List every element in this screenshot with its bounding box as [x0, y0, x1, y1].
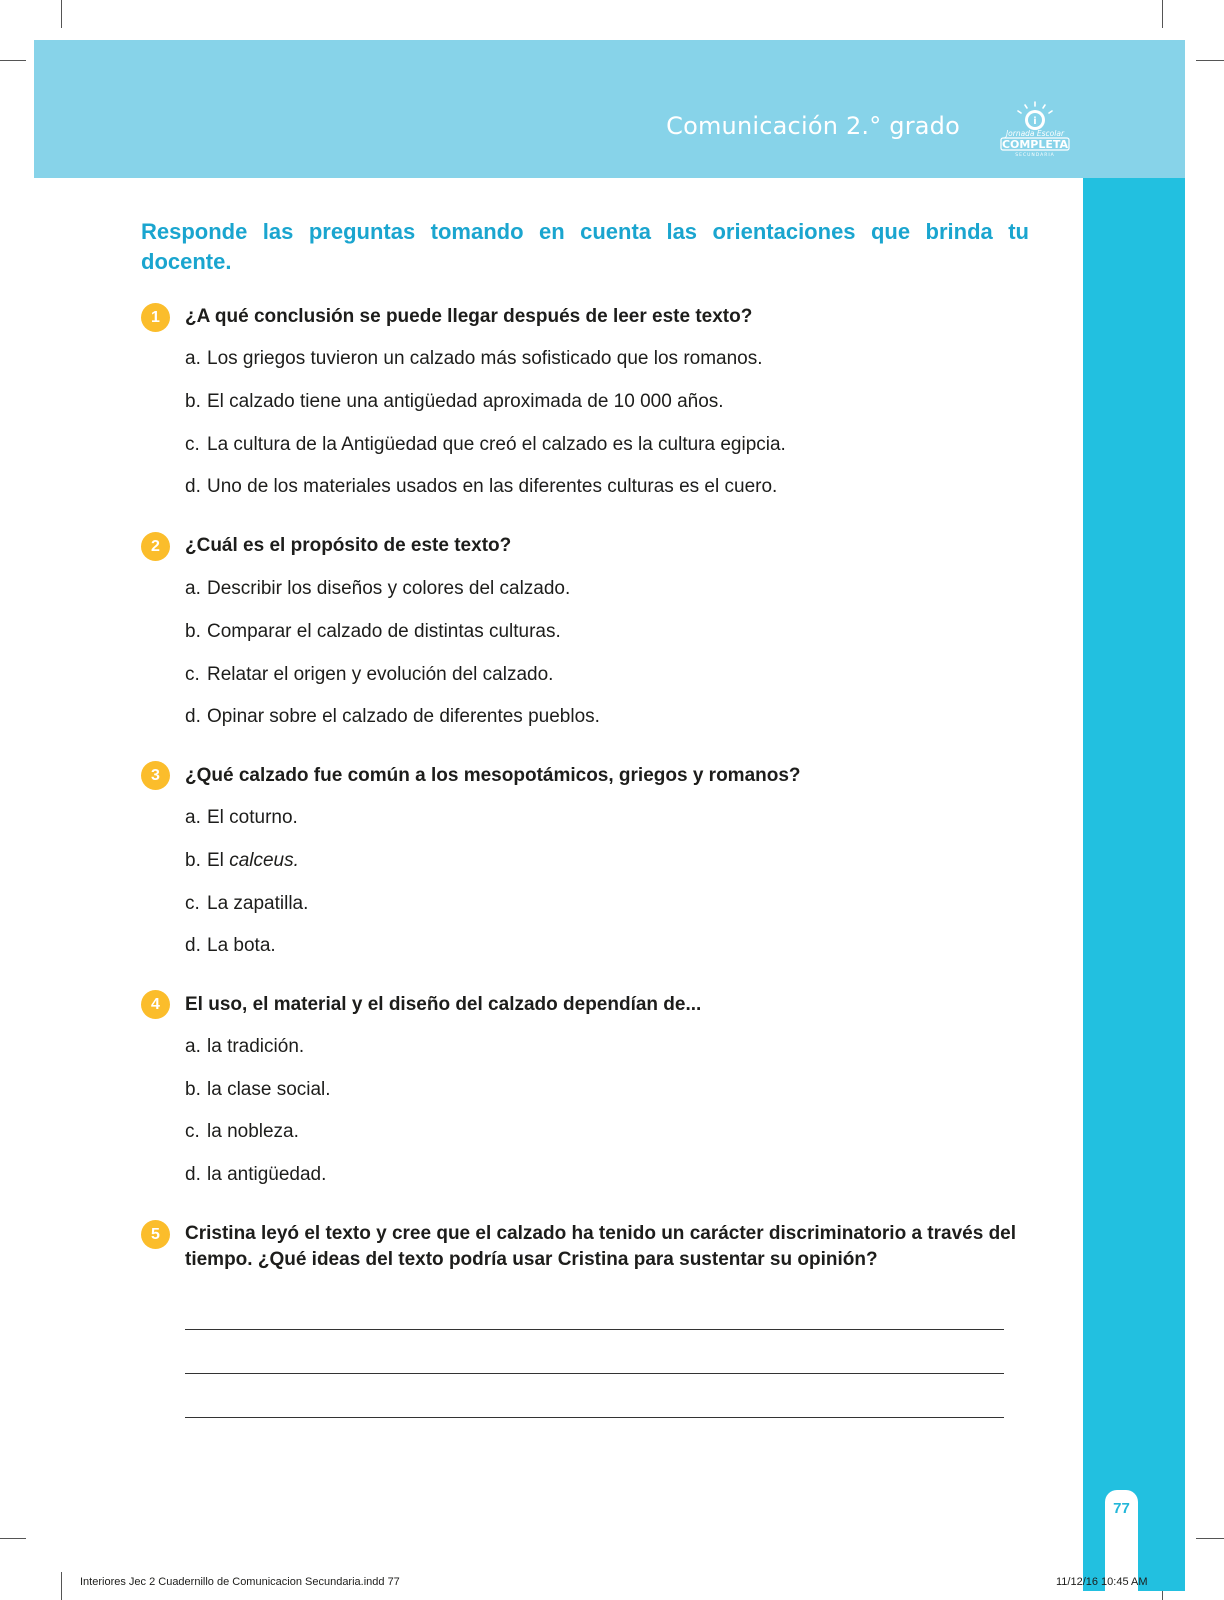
logo-line3: SECUNDARIA — [1015, 153, 1055, 158]
option-item: b. Comparar el calzado de distintas culturas. — [185, 621, 561, 642]
question-text: ¿Qué calzado fue común a los mesopotámicos, griegos y romanos? — [185, 765, 801, 786]
option-item: c. La zapatilla. — [185, 893, 309, 914]
jornada-escolar-completa-logo — [995, 100, 1075, 158]
side-bar — [1083, 178, 1185, 1591]
crop-mark — [1162, 0, 1163, 28]
option-item: b. El calceus. — [185, 850, 299, 871]
answer-line[interactable] — [185, 1373, 1004, 1374]
question-text: El uso, el material y el diseño del calzado dependían de... — [185, 994, 702, 1015]
option-item: c. La cultura de la Antigüedad que creó el calzado es la cultura egipcia. — [185, 434, 786, 455]
crop-mark — [61, 0, 62, 28]
crop-mark — [1196, 1538, 1224, 1539]
footer-file-info: Interiores Jec 2 Cuadernillo de Comunicacion Secundaria.indd 77 — [80, 1576, 400, 1588]
option-item: a. Describir los diseños y colores del calzado. — [185, 578, 571, 599]
instruction: Responde las preguntas tomando en cuenta las orientaciones que brinda tu docente. — [141, 219, 1029, 274]
option-item: a. El coturno. — [185, 807, 298, 828]
answer-line[interactable] — [185, 1329, 1004, 1330]
option-item: d. Opinar sobre el calzado de diferentes pueblos. — [185, 706, 600, 727]
crop-mark — [0, 60, 26, 61]
crop-mark — [1196, 60, 1224, 61]
question-number-badge: 2 — [141, 532, 170, 561]
question-text: Cristina leyó el texto y cree que el calzado ha tenido un carácter discriminatorio a través del tiempo. ¿Qué ideas del texto podría usar Cristina para sustentar su opinión? — [185, 1223, 1017, 1270]
option-item: a. Los griegos tuvieron un calzado más sofisticado que los romanos. — [185, 348, 763, 369]
logo-line1: Jornada Escolar — [1005, 129, 1065, 138]
option-item: b. El calzado tiene una antigüedad aproximada de 10 000 años. — [185, 391, 724, 412]
option-item: b. la clase social. — [185, 1079, 331, 1100]
question-number-badge: 1 — [141, 303, 170, 332]
crop-mark — [0, 1538, 26, 1539]
option-item: d. la antigüedad. — [185, 1164, 327, 1185]
svg-text:i: i — [1033, 116, 1037, 127]
answer-line[interactable] — [185, 1417, 1004, 1418]
question-text: ¿Cuál es el propósito de este texto? — [185, 535, 512, 556]
page-number: 77 — [1113, 1500, 1130, 1517]
option-item: d. Uno de los materiales usados en las diferentes culturas es el cuero. — [185, 476, 778, 497]
question-number-badge: 3 — [141, 761, 170, 790]
option-item: a. la tradición. — [185, 1036, 305, 1057]
crop-mark — [61, 1572, 62, 1600]
question-number-badge: 4 — [141, 990, 170, 1019]
option-item: c. Relatar el origen y evolución del calzado. — [185, 664, 554, 685]
option-item: c. la nobleza. — [185, 1121, 299, 1142]
question-number-badge: 5 — [141, 1220, 170, 1249]
footer-datetime: 11/12/16 10:45 AM — [1056, 1576, 1148, 1588]
question-text: ¿A qué conclusión se puede llegar después de leer este texto? — [185, 306, 753, 327]
logo-line2: COMPLETA — [1001, 138, 1069, 151]
header-title: Comunicación 2.° grado — [666, 112, 960, 140]
option-item: d. La bota. — [185, 935, 276, 956]
